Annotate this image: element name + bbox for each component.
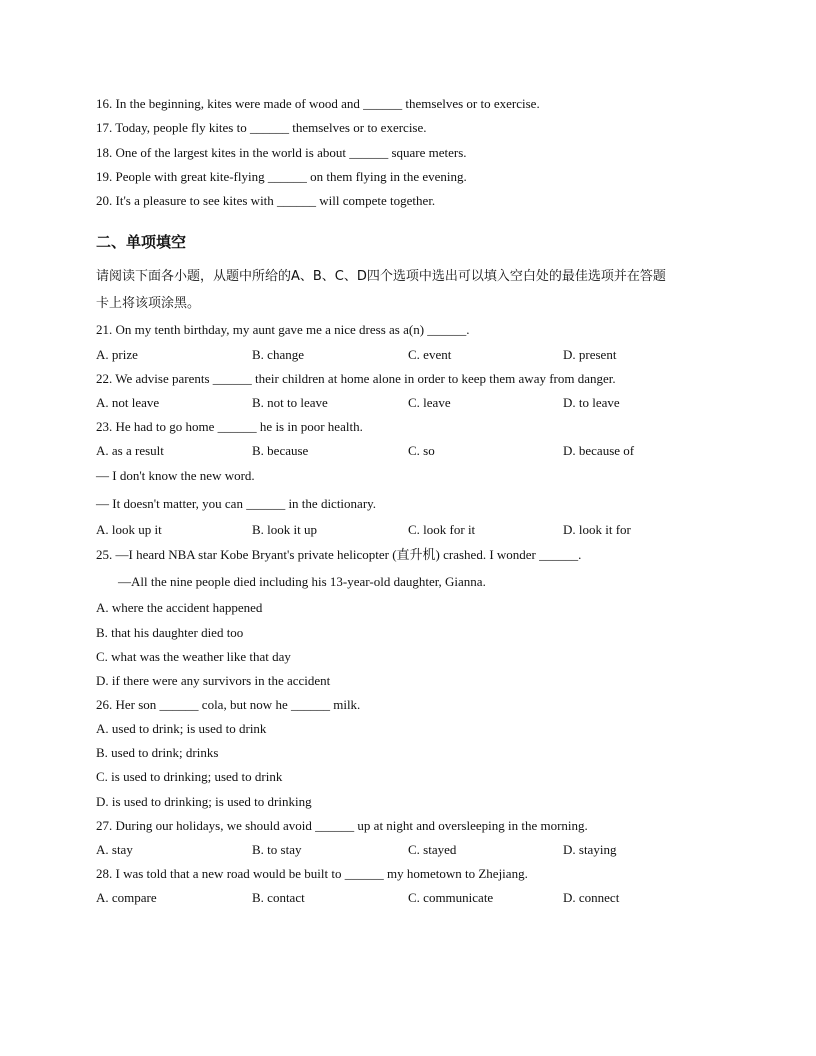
question-26-option-b: B. used to drink; drinks bbox=[96, 745, 219, 760]
question-23-options bbox=[96, 443, 736, 459]
option-a: A. not leave bbox=[96, 395, 160, 410]
question-27-stem: 27. During our holidays, we should avoid ______ up at night and oversleeping in the morning. bbox=[96, 818, 588, 833]
question-28-stem: 28. I was told that a new road would be built to ______ my hometown to Zhejiang. bbox=[96, 866, 528, 881]
question-23-stem: 23. He had to go home ______ he is in poor health. bbox=[96, 419, 363, 434]
option-d: D. look it for bbox=[563, 522, 631, 537]
question-24-options bbox=[96, 522, 736, 538]
option-a: A. compare bbox=[96, 890, 157, 905]
option-b: B. look it up bbox=[252, 522, 318, 537]
question-17: 17. Today, people fly kites to ______ themselves or to exercise. bbox=[96, 120, 427, 135]
question-25-option-b: B. that his daughter died too bbox=[96, 625, 244, 640]
question-25-option-d: D. if there were any survivors in the accident bbox=[96, 673, 331, 688]
option-d: D. connect bbox=[563, 890, 620, 905]
question-25-option-c: C. what was the weather like that day bbox=[96, 649, 291, 664]
option-a: A. prize bbox=[96, 347, 138, 362]
question-18: 18. One of the largest kites in the world is about ______ square meters. bbox=[96, 145, 467, 160]
option-b: B. to stay bbox=[252, 842, 302, 857]
section-instruction-line2: 卡上将该项涂黑。 bbox=[96, 296, 201, 311]
question-24-line2: — It doesn't matter, you can ______ in the dictionary. bbox=[96, 496, 377, 511]
option-c: C. look for it bbox=[408, 522, 476, 537]
question-22-stem: 22. We advise parents ______ their children at home alone in order to keep them away from danger. bbox=[96, 371, 616, 386]
option-c: C. leave bbox=[408, 395, 451, 410]
section-heading: 二、单项填空 bbox=[96, 233, 187, 251]
question-28-options bbox=[96, 890, 736, 906]
option-c: C. stayed bbox=[408, 842, 457, 857]
option-c: C. so bbox=[408, 443, 435, 458]
question-25-line2: —All the nine people died including his 13-year-old daughter, Gianna. bbox=[118, 574, 486, 589]
question-26-option-c: C. is used to drinking; used to drink bbox=[96, 769, 283, 784]
option-b: B. change bbox=[252, 347, 304, 362]
option-d: D. because of bbox=[563, 443, 635, 458]
question-25-option-a: A. where the accident happened bbox=[96, 600, 263, 615]
question-21-options bbox=[96, 347, 736, 363]
option-d: D. staying bbox=[563, 842, 617, 857]
option-a: A. as a result bbox=[96, 443, 164, 458]
section-instruction-line1: 请阅读下面各小题，从题中所给的A、B、C、D四个选项中选出可以填入空白处的最佳选项并在答题 bbox=[96, 269, 666, 284]
question-26-option-a: A. used to drink; is used to drink bbox=[96, 721, 267, 736]
question-22-options bbox=[96, 395, 736, 411]
question-24-line1: — I don't know the new word. bbox=[96, 468, 255, 483]
question-21-stem: 21. On my tenth birthday, my aunt gave me a nice dress as a(n) ______. bbox=[96, 322, 470, 337]
question-25-line1: 25. —I heard NBA star Kobe Bryant's private helicopter (直升机) crashed. I wonder ______. bbox=[96, 547, 582, 562]
option-b: B. because bbox=[252, 443, 309, 458]
question-27-options bbox=[96, 842, 736, 858]
option-d: D. to leave bbox=[563, 395, 620, 410]
option-d: D. present bbox=[563, 347, 617, 362]
option-b: B. not to leave bbox=[252, 395, 328, 410]
question-26-stem: 26. Her son ______ cola, but now he ______ milk. bbox=[96, 697, 361, 712]
question-20: 20. It's a pleasure to see kites with ______ will compete together. bbox=[96, 193, 436, 208]
question-16: 16. In the beginning, kites were made of wood and ______ themselves or to exercise. bbox=[96, 96, 540, 111]
question-19: 19. People with great kite-flying ______ on them flying in the evening. bbox=[96, 169, 467, 184]
option-c: C. communicate bbox=[408, 890, 494, 905]
option-c: C. event bbox=[408, 347, 452, 362]
option-a: A. stay bbox=[96, 842, 133, 857]
question-26-option-d: D. is used to drinking; is used to drinking bbox=[96, 794, 312, 809]
option-b: B. contact bbox=[252, 890, 305, 905]
option-a: A. look up it bbox=[96, 522, 162, 537]
